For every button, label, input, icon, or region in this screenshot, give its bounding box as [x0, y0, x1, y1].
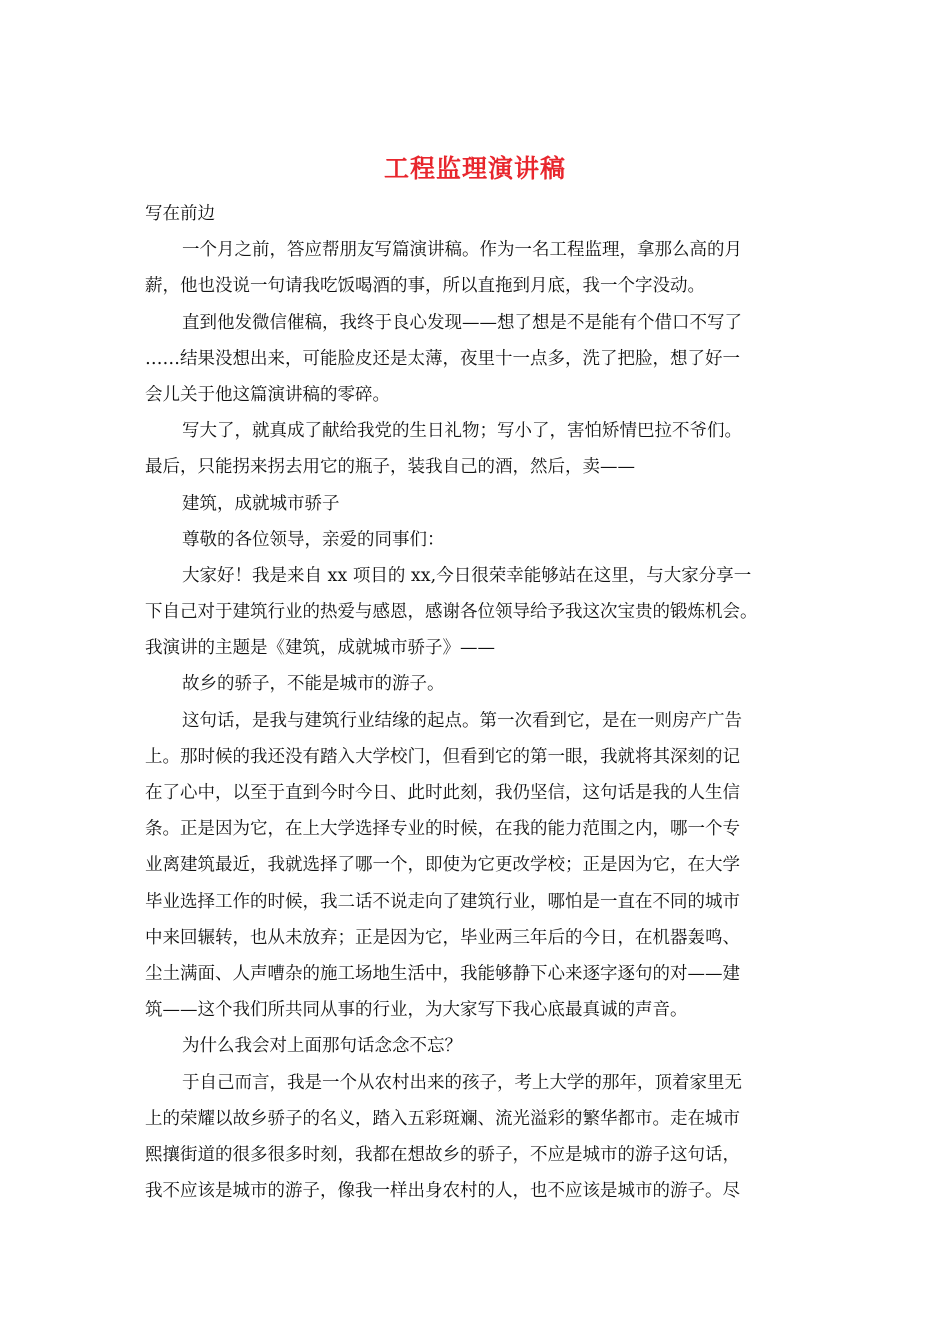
paragraph: [145, 703, 805, 1029]
text-line: 尊敬的各位领导，亲爱的同事们：: [182, 529, 445, 550]
text-line: 直到他发微信催稿，我终于良心发现——想了想是不是能有个借口不写了: [182, 312, 742, 333]
text-line: 于自己而言，我是一个从农村出来的孩子，考上大学的那年，顶着家里无: [182, 1072, 742, 1093]
text-line: 写大了，就真成了献给我党的生日礼物；写小了，害怕矫情巴拉不爷们。: [182, 421, 742, 442]
text-line: 这句话，是我与建筑行业结缘的起点。第一次看到它，是在一则房产广告: [182, 710, 742, 731]
paragraph: [145, 522, 805, 558]
text-line: 薪，他也没说一句请我吃饭喝酒的事，所以直拖到月底，我一个字没动。: [145, 276, 705, 297]
paragraph: [145, 1028, 805, 1064]
paragraph: [145, 305, 805, 414]
text-line: 上。那时候的我还没有踏入大学校门，但看到它的第一眼，我就将其深刻的记: [145, 746, 740, 767]
text-line: 我演讲的主题是《建筑，成就城市骄子》——: [145, 638, 495, 659]
paragraph: [145, 558, 805, 667]
text-line: 写在前边: [145, 204, 215, 224]
document-body: [145, 196, 805, 1209]
text-line: ……结果没想出来，可能脸皮还是太薄，夜里十一点多，洗了把脸，想了好一: [145, 348, 740, 369]
text-line: 为什么我会对上面那句话念念不忘？: [182, 1036, 462, 1057]
paragraph: [145, 196, 805, 232]
text-line: 筑——这个我们所共同从事的行业，为大家写下我心底最真诚的声音。: [145, 1000, 688, 1021]
text-line: 毕业选择工作的时候，我二话不说走向了建筑行业，哪怕是一直在不同的城市: [145, 891, 740, 912]
document-title: 工程监理演讲稿: [383, 154, 566, 183]
text-line: 故乡的骄子，不能是城市的游子。: [182, 674, 445, 695]
paragraph: [145, 1065, 805, 1210]
text-line: 会儿关于他这篇演讲稿的零碎。: [145, 384, 390, 405]
text-line: 业离建筑最近，我就选择了哪一个，即使为它更改学校；正是因为它，在大学: [145, 855, 740, 876]
text-line: 大家好！我是来自 xx 项目的 xx,今日很荣幸能够站在这里，与大家分享一: [182, 565, 752, 586]
text-line: 下自己对于建筑行业的热爱与感恩，感谢各位领导给予我这次宝贵的锻炼机会。: [145, 602, 758, 623]
text-line: 我不应该是城市的游子，像我一样出身农村的人，也不应该是城市的游子。尽: [145, 1181, 740, 1202]
paragraph: [145, 486, 805, 522]
text-line: 尘土满面、人声嘈杂的施工场地生活中，我能够静下心来逐字逐句的对——建: [145, 963, 740, 984]
text-line: 建筑，成就城市骄子: [182, 493, 340, 514]
text-line: 一个月之前，答应帮朋友写篇演讲稿。作为一名工程监理，拿那么高的月: [182, 240, 742, 261]
text-line: 在了心中，以至于直到今时今日、此时此刻，我仍坚信，这句话是我的人生信: [145, 783, 740, 803]
paragraph: [145, 413, 805, 485]
text-line: 熙攘街道的很多很多时刻，我都在想故乡的骄子，不应是城市的游子这句话，: [145, 1144, 740, 1165]
text-line: 中来回辗转，也从未放弃；正是因为它，毕业两三年后的今日，在机器轰鸣、: [145, 927, 740, 948]
text-line: 上的荣耀以故乡骄子的名义，踏入五彩斑斓、流光溢彩的繁华都市。走在城市: [145, 1108, 740, 1129]
text-line: 条。正是因为它，在上大学选择专业的时候，在我的能力范围之内，哪一个专: [145, 819, 740, 840]
text-line: 最后，只能拐来拐去用它的瓶子，装我自己的酒，然后，卖——: [145, 457, 635, 478]
paragraph: [145, 232, 805, 304]
paragraph: [145, 666, 805, 702]
